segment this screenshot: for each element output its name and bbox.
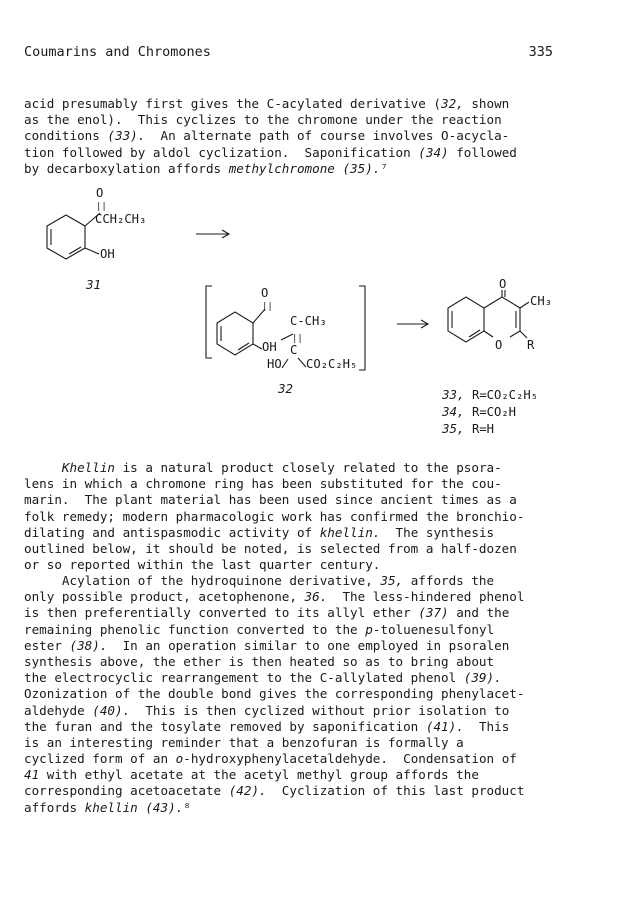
italic-run: (40). [92, 702, 131, 718]
text-run: only possible product, acetophenone, [24, 589, 305, 605]
c32-enol-carbon: C [290, 343, 298, 357]
italic-run: 36. [304, 589, 328, 605]
bracket-left [206, 286, 212, 358]
reaction-arrow-2 [397, 320, 428, 328]
text-run: the electrocyclic rearrangement to the C-allylated phenol [24, 670, 464, 686]
text-run: affords the [403, 573, 495, 588]
text-run: synthesis above, the ether is then heated so as to bring about [24, 653, 495, 669]
italic-run: 32, [441, 96, 464, 111]
text-run: This is then cyclized without prior isolation to [130, 702, 510, 718]
text-run: remaining phenolic function converted to the [24, 621, 366, 637]
c32-double-bond: || [262, 302, 273, 312]
italic-run: (37) [418, 605, 449, 621]
compound-31-structure [47, 213, 100, 259]
text-run: dilating and antispasmodic activity of [24, 524, 320, 540]
text-run: ester [24, 637, 70, 653]
c32-acetyl-group: C-CH₃ [290, 314, 327, 328]
italic-run: 35, [380, 573, 404, 588]
text-run: corresponding acetoacetate [24, 783, 229, 799]
text-run: the furan and the tosylate removed by saponification [24, 718, 426, 734]
italic-run: methylchromone (35). [228, 160, 381, 176]
legend-33-r: R=CO₂C₂H₅ [472, 388, 539, 402]
text-run: is then preferentially converted to its allyl ether [24, 605, 419, 621]
c32-ester-group: CO₂C₂H₅ [306, 357, 358, 371]
text-run: and the [448, 605, 510, 621]
text-run: lens in which a chromone ring has been substituted for the cou- [24, 476, 502, 492]
text-run: This [463, 718, 510, 734]
text-run: affords [24, 799, 85, 815]
text-run: or so reported within the last quarter century. [24, 557, 381, 573]
chromone-r-group: R [527, 338, 535, 352]
c31-hydroxyl: OH [100, 247, 115, 261]
italic-run: khellin. [319, 524, 381, 540]
italic-run: 41 [24, 767, 40, 783]
c31-double-bond: || [96, 202, 107, 212]
italic-run: (39). [463, 670, 502, 686]
legend-33-number: 33, [442, 387, 465, 402]
text-run: shown [463, 96, 510, 111]
text-run: cyclized form of an [24, 751, 176, 767]
c32-number: 32 [278, 381, 294, 396]
c32-enol-double-bond: || [292, 334, 303, 344]
text-run: aldehyde [24, 702, 93, 718]
italic-run: (38). [69, 637, 108, 653]
italic-run: (34) [418, 144, 449, 160]
italic-run: (42). [228, 783, 267, 799]
text-run: ⁸ [183, 799, 191, 815]
bracket-right [359, 286, 365, 370]
chromone-methyl: CH₃ [530, 294, 553, 308]
text-run: -toluenesulfonyl [372, 621, 495, 637]
text-run: acid presumably first gives the C-acylated derivative ( [24, 96, 442, 111]
c32-enol-hydroxyl: HO [267, 357, 282, 371]
text-run: followed [448, 144, 517, 160]
c31-number: 31 [86, 277, 102, 292]
chromone-ring-oxygen: O [495, 338, 503, 352]
text-run: An alternate path of course involves O-acycla- [145, 128, 510, 144]
c31-acyl-group: CCH₂CH₃ [95, 212, 147, 226]
text-run: ⁷ [380, 160, 388, 176]
text-run: by decarboxylation affords [24, 160, 229, 176]
page-number: 335 [528, 44, 553, 60]
text-run: Ozonization of the double bond gives the corresponding phenylacet- [24, 686, 525, 702]
text-run: conditions [24, 128, 108, 144]
italic-run: o [175, 751, 184, 767]
text-run: Cyclization of this last product [266, 783, 525, 799]
legend-34-r: R=CO₂H [472, 405, 517, 419]
chapter-title: Coumarins and Chromones [24, 44, 211, 60]
legend-35-r: R=H [472, 422, 495, 436]
text-run: folk remedy; modern pharmacologic work has confirmed the bronchio- [24, 508, 525, 524]
text-run: In an operation similar to one employed in psoralen [107, 637, 510, 653]
c32-carbonyl-o: O [261, 286, 269, 300]
text-run: Acylation of the hydroquinone derivative, [24, 573, 381, 588]
legend-35-number: 35, [442, 421, 465, 436]
italic-run: p [365, 621, 373, 637]
text-run: as the enol). This cyclizes to the chromone under the reaction [24, 112, 502, 128]
text-run: The less-hindered phenol [327, 589, 525, 605]
text-run: with ethyl acetate at the acetyl methyl group affords the [39, 767, 479, 783]
text-run: marin. The plant material has been used since ancient times as a [24, 492, 517, 508]
italic-run: khellin (43). [84, 799, 184, 815]
text-run: -hydroxyphenylacetaldehyde. Condensation of [183, 751, 517, 767]
italic-run: (41). [425, 718, 464, 734]
text-run: outlined below, it should be noted, is selected from a half-dozen [24, 540, 517, 556]
c31-carbonyl-o: O [96, 186, 104, 200]
italic-run: (33). [107, 128, 146, 144]
text-run: is an interesting reminder that a benzofuran is formally a [24, 734, 464, 750]
chromone-structure [448, 290, 529, 342]
italic-run: Khellin [61, 460, 115, 475]
reaction-arrow-1 [196, 230, 229, 238]
text-run: The synthesis [380, 524, 495, 540]
c32-hydroxyl: OH [262, 340, 277, 354]
text-run: is a natural product closely related to the psora- [115, 460, 502, 475]
legend-34-number: 34, [442, 404, 465, 419]
chromone-carbonyl-o: O [499, 277, 507, 291]
text-run: tion followed by aldol cyclization. Saponification [24, 144, 419, 160]
